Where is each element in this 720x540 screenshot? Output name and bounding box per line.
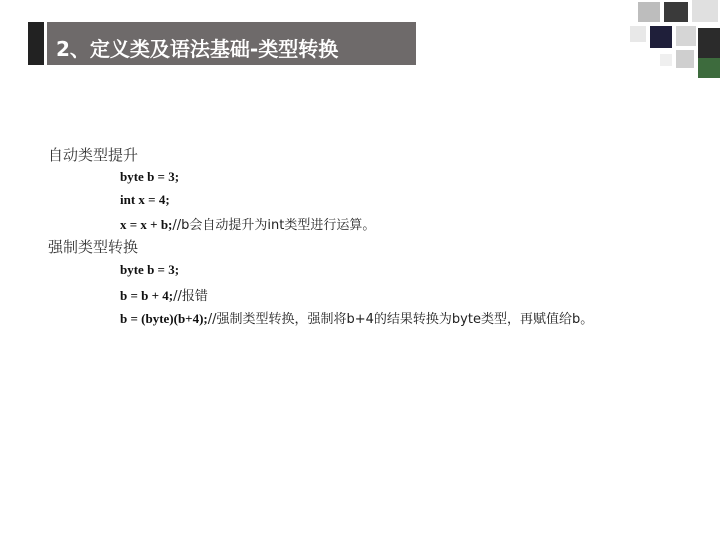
code-comment: //b会自动提升为int类型进行运算。 (172, 218, 376, 233)
title-separator (44, 22, 47, 65)
section-heading-cast: 强制类型转换 (48, 238, 139, 256)
decorative-tiles (600, 0, 720, 90)
code-line: b = b + 4;//报错 (120, 288, 208, 304)
code-line: byte b = 3; (120, 262, 180, 277)
code-line: byte b = 3; (120, 169, 180, 184)
code-line: x = x + b;//b会自动提升为int类型进行运算。 (120, 217, 376, 233)
code-comment: //强制类型转换，强制将b+4的结果转换为byte类型，再赋值给b。 (207, 312, 594, 327)
title-accent (28, 22, 44, 65)
slide-title: 2、定义类及语法基础-类型转换 (56, 37, 339, 61)
code-comment: //报错 (173, 289, 208, 304)
code-line: int x = 4; (120, 192, 170, 207)
section-heading-auto: 自动类型提升 (48, 146, 139, 164)
code-line: b = (byte)(b+4);//强制类型转换，强制将b+4的结果转换为byte类型，再赋值给b。 (120, 311, 594, 327)
